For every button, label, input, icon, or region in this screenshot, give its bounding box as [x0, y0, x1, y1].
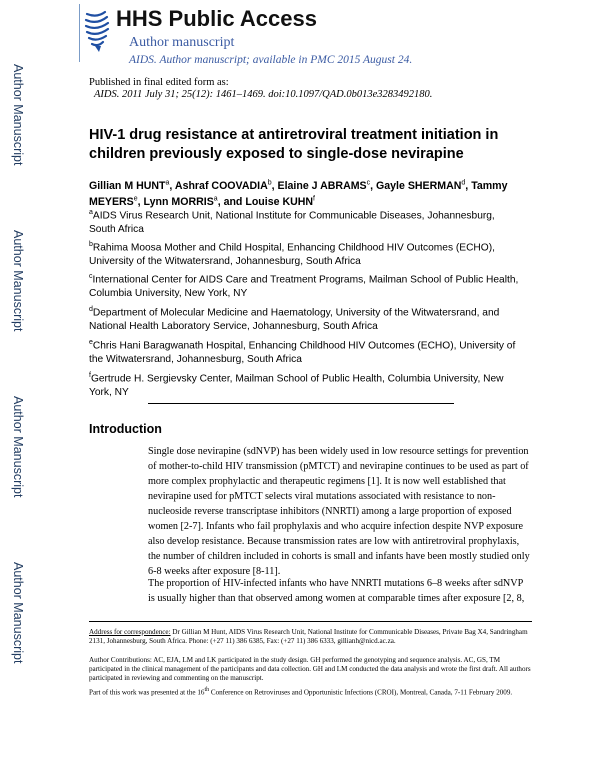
- section-divider: [148, 403, 454, 404]
- hhs-public-access-title: HHS Public Access: [116, 6, 317, 31]
- affiliation: $^e$Chris Hani Baragwanath Hospital, Enhancing Childhood HIV Outcomes (ECHO), University of the Witwatersrand, Johannesburg, South Africa: [89, 339, 516, 366]
- affiliation: $^f$Gertrude H. Sergievsky Center, Mailman School of Public Health, Columbia University, New York, NY: [89, 372, 504, 399]
- author: Elaine J ABRAMS$^c$,: [277, 179, 377, 192]
- body-paragraph: The proportion of HIV-infected infants who have NNRTI mutations 6–8 weeks after sdNVP is usually higher than that observed among women at comparable times after exposure [2, 8,: [148, 578, 525, 604]
- footnote-presentation: Part of this work was presented at the 16th Conference on Retroviruses and Opportunistic Infections (CROI), Montreal, Canada, 7-11 February 2009.: [89, 687, 513, 697]
- footnote-contributions: Author Contributions: AC, EJA, LM and LK participated in the study design. GH performed the genotyping and sequence analysis. AC, GS, TM participated in the clinical management of the participants and data collection. GH and LM conducted the data analysis and wrote the first draft. All authors participated in reviewing and commenting on the manuscript.: [89, 656, 531, 683]
- footnote-divider: [89, 621, 532, 622]
- author: Gillian M HUNT$^a$,: [89, 179, 175, 192]
- published-label: Published in final edited form as:: [89, 77, 229, 88]
- affiliation: $^c$International Center for AIDS Care and Treatment Programs, Mailman School of Public Health, Columbia University, New York, NY: [89, 273, 519, 300]
- header-divider: [79, 4, 80, 62]
- body-paragraph: Single dose nevirapine (sdNVP) has been widely used in low resource settings for prevention of mother-to-child HIV transmission (pMTCT) and nevirapine continues to be used as part of more complex prophylactic and therapeutic regimens [1]. It is now well established that nevirapine used for pMTCT selects viral mutations associated with resistance to non-nucleoside reverse transcriptase inhibitors (NNRTI) among a large proportion of exposed women [2-7]. Infants who fail prophylaxis and who acquire infection despite NVP exposure also develop resistance. Because transmission rates are low with antiretroviral prophylaxis, the number of children included in cohorts is small and infants have been mostly studied only 6-8 weeks after exposure [8-11].: [148, 446, 530, 577]
- availability-line: AIDS. Author manuscript; available in PMC 2015 August 24.: [129, 54, 413, 66]
- author: Lynn MORRIS$^a$, and: [143, 195, 246, 209]
- section-heading-introduction: Introduction: [89, 422, 162, 436]
- author: Louise KUHN$^f$: [245, 195, 315, 209]
- author: Gayle SHERMAN$^d$,: [376, 179, 472, 192]
- affiliation: $^a$AIDS Virus Research Unit, National Institute for Communicable Diseases, Johannesburg, South Africa: [89, 209, 495, 236]
- affiliation: $^d$Department of Molecular Medicine and Haematology, University of the Witwatersrand, and National Health Laboratory Service, Johannesburg, South Africa: [89, 306, 500, 333]
- author-manuscript-subtitle: Author manuscript: [129, 35, 235, 50]
- article-title: HIV-1 drug resistance at antiretroviral treatment initiation in children previously exposed to single-dose nevirapine: [89, 127, 499, 162]
- citation-line: AIDS. 2011 July 31; 25(12): 1461–1469. doi:10.1097/QAD.0b013e3283492180.: [94, 89, 433, 100]
- hhs-eagle-logo-icon: [83, 8, 111, 54]
- footnote-correspondence: Address for correspondence: Dr Gillian M Hunt, AIDS Virus Research Unit, National Institute for Communicable Diseases, Private Bag X4, Sandringham 2131, Johannesburg, South Africa. Phone: (+27 11) 386 6385, Fax: (+27 11) 386 6333, gillianh@nicd.ac.za.: [89, 628, 528, 646]
- author: Ashraf COOVADIA$^b$,: [174, 179, 278, 192]
- author: Tammy MEYERS$^e$,: [89, 179, 508, 209]
- author-manuscript-sidebar: Author Manuscript Author Manuscript Author Manuscript Author Manuscript: [11, 64, 25, 664]
- affiliation: $^b$Rahima Moosa Mother and Child Hospital, Enhancing Childhood HIV Outcomes (ECHO), University of the Witwatersrand, Johannesburg, South Africa: [89, 241, 495, 268]
- author-list: [89, 176, 519, 209]
